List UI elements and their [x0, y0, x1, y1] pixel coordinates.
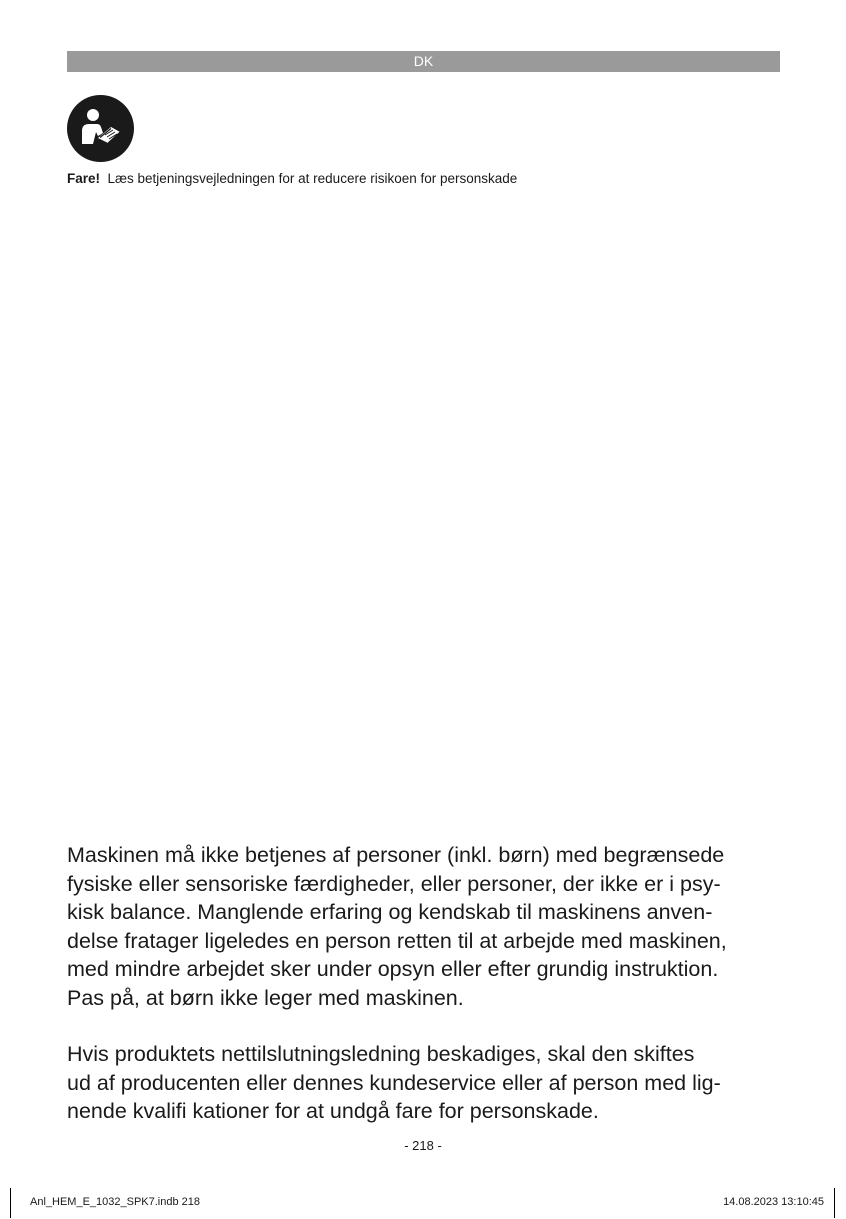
read-manual-icon [67, 95, 134, 162]
crop-mark-right [834, 1188, 835, 1218]
crop-mark-left [10, 1188, 11, 1218]
text-line: Hvis produktets nettilslutningsledning beskadiges, skal den skiftes [67, 1042, 695, 1066]
print-slug-filename: Anl_HEM_E_1032_SPK7.indb 218 [30, 1196, 201, 1208]
safety-paragraph-2 [67, 1040, 787, 1126]
text-line: delse fratager ligeledes en person retten til at arbejde med maskinen, [67, 928, 727, 953]
language-code: DK [413, 53, 434, 69]
text-line: med mindre arbejdet sker under opsyn eller efter grundig instruktion. [67, 957, 719, 981]
danger-warning [67, 171, 517, 187]
text-line: nende kvalifi kationer for at undgå fare for personskade. [67, 1099, 599, 1123]
text-line: Maskinen må ikke betjenes af personer (inkl. børn) med begrænsede [67, 843, 725, 867]
warning-text: Læs betjeningsvejledningen for at reducere risikoen for personskade [107, 171, 518, 186]
safety-paragraph-1 [67, 841, 787, 1012]
warning-label: Fare! [67, 171, 101, 186]
text-line: Pas på, at børn ikke leger med maskinen. [67, 985, 464, 1010]
text-line: ud af producenten eller dennes kundeservice eller af person med lig- [67, 1070, 721, 1095]
text-line: fysiske eller sensoriske færdigheder, eller personer, der ikke er i psy- [67, 871, 721, 896]
print-slug-timestamp: 14.08.2023 13:10:45 [723, 1196, 824, 1208]
text-line: kisk balance. Manglende erfaring og kendskab til maskinens anven- [67, 900, 713, 924]
page-number: - 218 - [404, 1138, 442, 1153]
language-header-bar [67, 51, 780, 72]
